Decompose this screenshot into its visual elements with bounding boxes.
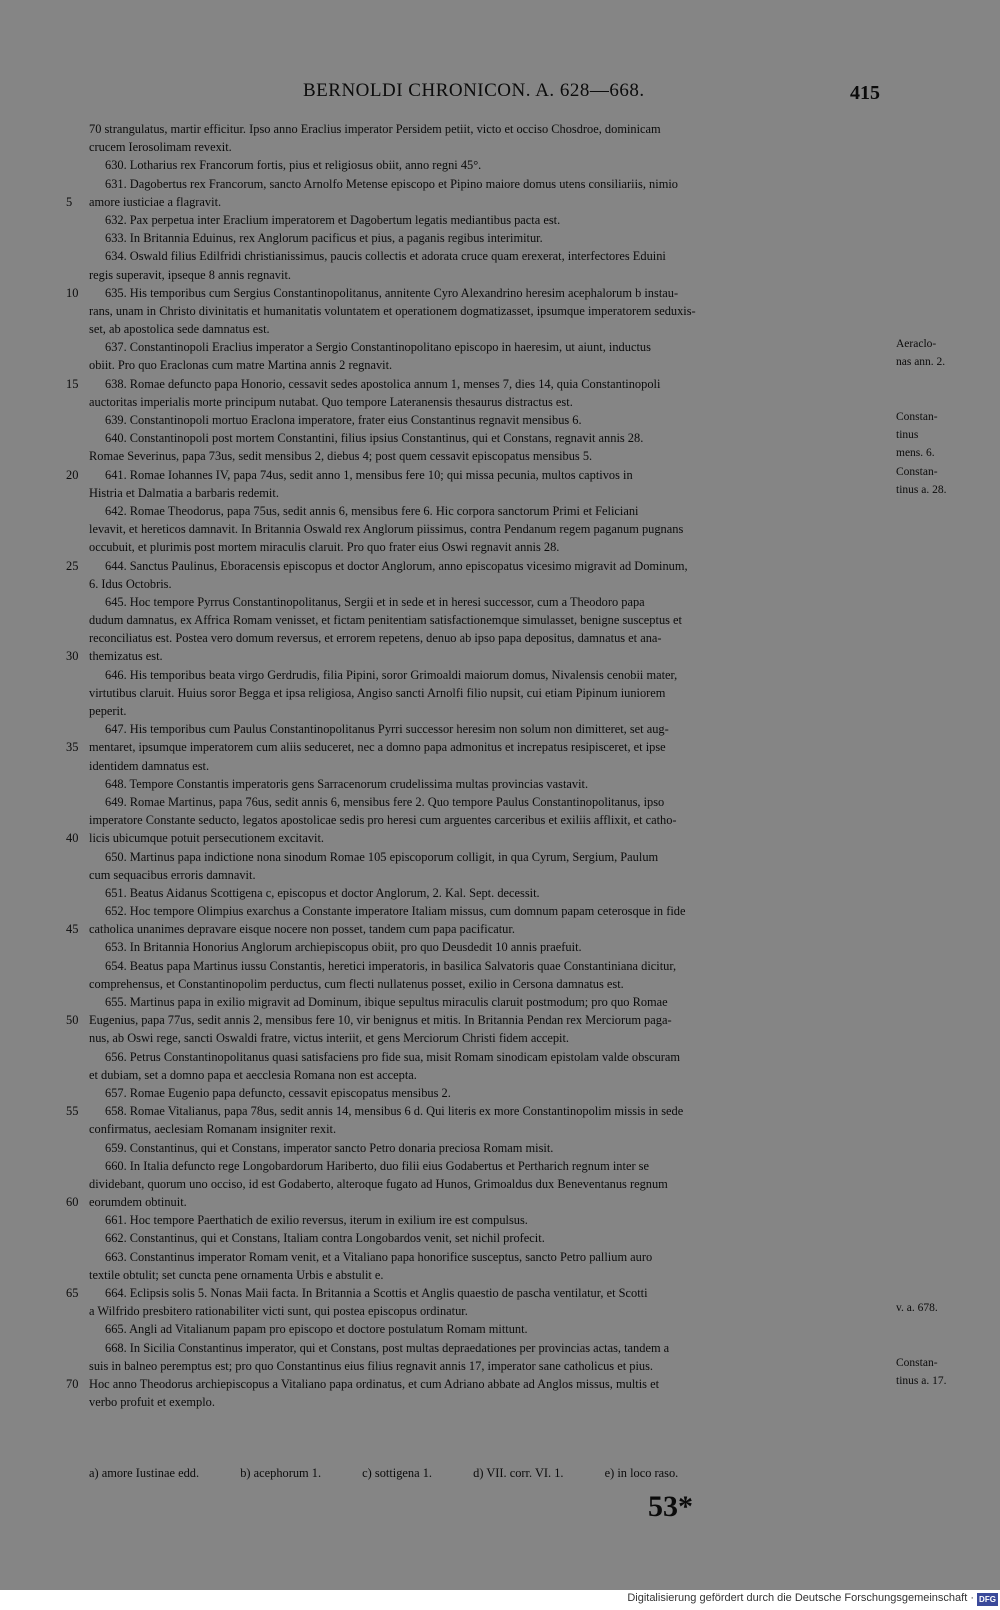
line-text: Histria et Dalmatia a barbaris redemit. [89,485,279,500]
footnotes [89,1466,889,1481]
line-text: a Wilfrido presbitero rationabiliter victi sunt, qui postea episcopus ordinatur. [89,1304,468,1319]
text-line [0,375,1000,393]
text-line [0,193,1000,211]
line-text: 630. Lotharius rex Francorum fortis, pius et religiosus obiit, anno regni 45°. [105,158,482,173]
text-line [0,629,1000,647]
line-text: 664. Eclipsis solis 5. Nonas Maii facta. In Britannia a Scottis et Anglis quaestio de pascha ventilatur, et Scotti [105,1286,648,1300]
line-text: 652. Hoc tempore Olimpius exarchus a Constante imperatore Italiam missus, cum domnum papam ceterosque in fide [105,904,686,919]
line-text: 663. Constantinus imperator Romam venit, et a Vitaliano papa honorifice susceptus, sancto Petro pallium auro [105,1249,653,1264]
line-text: Hoc anno Theodorus archiepiscopus a Vitaliano papa ordinatus, et cum Adriano abbate ad Anglos missus, multis et [89,1376,660,1391]
line-number: 5 [66,194,73,209]
text-line [0,575,1000,593]
text-line [0,957,1000,975]
line-text: set, ab apostolica sede damnatus est. [89,322,270,337]
line-text: 637. Constantinopoli Eraclius imperator a Sergio Constantinopolitano episcopo in haeresim, ut aiunt, inductus [105,340,651,355]
text-line [0,302,1000,320]
margin-note: nas ann. 2. [896,356,946,369]
line-text: 668. In Sicilia Constantinus imperator, qui et Constans, post multas depraedationes per provincias actas, tandem a [105,1340,670,1355]
text-line [0,1175,1000,1193]
line-text: 640. Constantinopoli post mortem Constantini, filius ipsius Constantinus, qui et Constans, regnavit annis 28. [105,431,644,446]
footnote: e) in loco raso. [604,1466,679,1480]
text-line [0,466,1000,484]
text-line [0,229,1000,247]
text-line [0,120,1000,138]
line-text: 660. In Italia defuncto rege Longobardorum Hariberto, duo filii eius Godabertus et Pertharich regnum inter se [105,1158,649,1173]
text-line [0,1357,1000,1375]
line-text: cum sequacibus erroris damnavit. [89,867,256,882]
line-text: 638. Romae defuncto papa Honorio, cessavit sedes apostolica annum 1, menses 7, dies 14, quia Constantinopoli [105,376,661,391]
line-text: 665. Angli ad Vitalianum papam pro episcopo et doctore postulatum Romam mittunt. [105,1322,528,1337]
text-line [0,1048,1000,1066]
line-text: 651. Beatus Aidanus Scottigena c, episcopus et doctor Anglorum, 2. Kal. Sept. decessit. [105,885,540,900]
line-text: comprehensus, et Constantinopolim perductus, cum flecti nullatenus posset, exilio in Cersona damnatus est. [89,976,624,991]
line-text: obiit. Pro quo Eraclonas cum matre Martina annis 2 regnavit. [89,358,393,373]
text-line [0,411,1000,429]
page-header [88,80,880,110]
digitization-credit: Digitalisierung gefördert durch die Deutsche Forschungsgemeinschaft · [627,1592,974,1604]
line-text: 656. Petrus Constantinopolitanus quasi satisfaciens pro fide sua, misit Romam sinodicam epistolam valde obscuram [105,1049,681,1064]
line-number: 25 [66,558,79,573]
line-text: 642. Romae Theodorus, papa 75us, sedit annis 6, mensibus fere 6. Hic corpora sanctorum Primi et Feliciani [105,503,639,518]
line-text: 659. Constantinus, qui et Constans, imperator sancto Petro donaria preciosa Romam misit. [105,1140,554,1155]
line-text: 645. Hoc tempore Pyrrus Constantinopolitanus, Sergii et in sede et in heresi successor, cum a Theodoro papa [105,594,645,609]
text-line [0,920,1000,938]
line-text: crucem Ierosolimam revexit. [89,140,232,155]
line-number: 15 [66,376,79,391]
line-text: themizatus est. [89,649,163,664]
text-line [0,484,1000,502]
line-text: nus, ab Oswi rege, sancti Oswaldi fratre, victus interiit, et gens Merciorum Christi fidem accepit. [89,1031,570,1046]
line-text: regis superavit, ipseque 8 annis regnavit. [89,267,291,282]
text-line [0,702,1000,720]
line-text: catholica unanimes depravare eisque nocere non posset, tandem cum papa pacificatur. [89,922,515,937]
text-line [0,1011,1000,1029]
text-line [0,338,1000,356]
line-text: 631. Dagobertus rex Francorum, sancto Arnolfo Metense episcopo et Pipino maiore domus utens consiliariis, nimio [105,176,678,191]
line-text: Eugenius, papa 77us, sedit annis 2, mensibus fere 10, vir benignus et mitis. In Britannia Pendan rex Merciorum paga- [89,1013,672,1028]
margin-note: Constan- [896,1356,938,1369]
line-text: 633. In Britannia Eduinus, rex Anglorum pacificus et pius, a paganis regibus interimitur. [105,231,543,246]
line-text: auctoritas imperialis morte principum nutabat. Quo tempore Lateranensis thesaurus distractus est. [89,394,573,409]
margin-note: tinus a. 17. [896,1374,947,1387]
text-line [0,393,1000,411]
text-line [0,848,1000,866]
running-title: BERNOLDI CHRONICON. A. 628—668. [303,80,645,101]
line-text: 648. Tempore Constantis imperatoris gens Sarracenorum crudelissima multas provincias vastavit. [105,776,589,791]
chronicle-text [0,120,1000,1411]
text-line [0,557,1000,575]
margin-note: Aeraclo- [896,338,937,351]
line-text: levavit, et hereticos damnavit. In Britannia Oswald rex Anglorum piissimus, contra Pendanum regem paganum pugnans [89,522,684,537]
line-text: 661. Hoc tempore Paerthatich de exilio reversus, iterum in exilium ire est compulsus. [105,1213,528,1228]
line-number: 30 [66,649,79,664]
line-number: 45 [66,922,79,937]
text-line [0,902,1000,920]
text-line [0,247,1000,265]
text-line [0,211,1000,229]
line-text: 653. In Britannia Honorius Anglorum archiepiscopus obiit, pro quo Deusdedit 10 annis praefuit. [105,940,582,955]
line-text: confirmatus, aeclesiam Romanam insigniter rexit. [89,1122,337,1137]
text-line [0,1248,1000,1266]
line-text: 635. His temporibus cum Sergius Constantinopolitanus, annitente Cyro Alexandrino heresim acephalorum b instau- [105,285,679,300]
text-line [0,1139,1000,1157]
line-text: suis in balneo peremptus est; pro quo Constantinus eius filius regnavit annis 17, imperator sane catholicus et pius. [89,1358,654,1373]
line-text: 655. Martinus papa in exilio migravit ad Dominum, ibique sepultus miraculis claruit postmodum; pro quo Romae [105,995,668,1009]
text-line [0,1302,1000,1320]
text-line [0,811,1000,829]
footnote: c) sottigena 1. [362,1466,433,1480]
line-text: licis ubicumque potuit persecutionem excitavit. [89,831,325,846]
text-line [0,1266,1000,1284]
line-text: Romae Severinus, papa 73us, sedit mensibus 2, diebus 4; post quem cessavit episcopatus mensibus 5. [89,449,593,464]
line-text: 70 strangulatus, martir efficitur. Ipso anno Eraclius imperator Persidem petiit, victo et occiso Chosdroe, dominicam [89,122,661,136]
line-text: verbo profuit et exemplo. [89,1395,215,1410]
text-line [0,884,1000,902]
line-text: textile obtulit; set cuncta pene ornamenta Urbis e abstulit e. [89,1267,384,1282]
text-line [0,356,1000,374]
text-line [0,1084,1000,1102]
margin-note: tinus [896,429,919,442]
line-text: identidem damnatus est. [89,758,210,773]
text-line [0,866,1000,884]
text-line [0,520,1000,538]
text-line [0,666,1000,684]
text-line [0,793,1000,811]
text-line [0,611,1000,629]
line-text: et dubiam, set a domno papa et aecclesia Romana non est accepta. [89,1067,417,1082]
text-line [0,1375,1000,1393]
text-line [0,738,1000,756]
footer-bar [0,1590,1000,1610]
footnote: b) acephorum 1. [240,1466,322,1480]
text-line [0,156,1000,174]
text-line [0,266,1000,284]
line-text: eorumdem obtinuit. [89,1195,187,1210]
line-text: 646. His temporibus beata virgo Gerdrudis, filia Pipini, soror Grimoaldi maiorum domus, Nivalensis cenobii mater, [105,667,678,682]
text-line [0,720,1000,738]
line-text: 662. Constantinus, qui et Constans, Italiam contra Longobardos venit, set nichil profecit. [105,1231,545,1246]
line-text: 639. Constantinopoli mortuo Eraclona imperatore, frater eius Constantinus regnavit mensibus 6. [105,413,582,427]
page-number: 415 [850,82,880,104]
text-line [0,1211,1000,1229]
text-line [0,284,1000,302]
line-text: dividebant, quorum uno occiso, id est Godaberto, alteroque fugato ad Hunos, Grimoaldus dux Beneventanus regnum [89,1176,668,1191]
margin-note: mens. 6. [896,447,935,460]
text-line [0,757,1000,775]
text-line [0,975,1000,993]
line-number: 50 [66,1013,79,1028]
line-text: 654. Beatus papa Martinus iussu Constantis, heretici imperatoris, in basilica Salvatoris quae Constantiniana dicitur, [105,958,677,973]
text-line [0,993,1000,1011]
line-text: amore iusticiae a flagravit. [89,194,222,209]
line-text: peperit. [89,704,127,718]
text-line [0,1066,1000,1084]
line-number: 40 [66,831,79,846]
line-text: 647. His temporibus cum Paulus Constantinopolitanus Pyrri successor heresim non solum non dimitteret, set aug- [105,722,669,737]
text-line [0,829,1000,847]
line-number: 35 [66,740,79,755]
text-line [0,1102,1000,1120]
margin-note: v. a. 678. [896,1302,938,1315]
line-number: 10 [66,285,79,300]
text-line [0,538,1000,556]
text-line [0,447,1000,465]
footnote: d) VII. corr. VI. 1. [473,1466,564,1480]
text-line [0,1120,1000,1138]
text-line [0,684,1000,702]
line-text: 632. Pax perpetua inter Eraclium imperatorem et Dagobertum legatis mediantibus pacta est. [105,212,561,227]
line-text: mentaret, ipsumque imperatorem cum aliis seduceret, nec a domno papa admonitus et increpatus resipisceret, et ipse [89,740,666,755]
text-line [0,775,1000,793]
margin-note: Constan- [896,465,938,478]
line-text: 649. Romae Martinus, papa 76us, sedit annis 6, mensibus fere 2. Quo tempore Paulus Constantinopolitanus, ipso [105,794,665,809]
margin-note: Constan- [896,411,938,423]
text-line [0,1284,1000,1302]
dfg-logo-icon: DFG [977,1593,998,1606]
text-line [0,320,1000,338]
margin-note: tinus a. 28. [896,483,947,496]
text-line [0,1320,1000,1338]
line-text: imperatore Constante seducto, legatos apostolicae sedis pro heresi cum arguentes carceribus et exiliis afflixit, et catho- [89,813,677,828]
line-text: 657. Romae Eugenio papa defuncto, cessavit episcopatus mensibus 2. [105,1085,451,1100]
line-text: 658. Romae Vitalianus, papa 78us, sedit annis 14, mensibus 6 d. Qui literis ex more Constantinopolim missis in sede [105,1104,684,1119]
text-line [0,1339,1000,1357]
text-line [0,1029,1000,1047]
text-line [0,593,1000,611]
text-line [0,1157,1000,1175]
line-number: 55 [66,1104,79,1119]
line-number: 65 [66,1286,79,1300]
line-text: rans, unam in Christo divinitatis et humanitatis voluntatem et operationem dogmatizasset, ipsumque imperatorem seduxis- [89,303,696,318]
line-text: 644. Sanctus Paulinus, Eboracensis episcopus et doctor Anglorum, anno episcopatus vicesimo migravit ad Dominum, [105,558,688,573]
text-line [0,1193,1000,1211]
text-line [0,502,1000,520]
text-line [0,1229,1000,1247]
text-line [0,938,1000,956]
line-number: 60 [66,1195,79,1210]
line-text: 650. Martinus papa indictione nona sinodum Romae 105 episcoporum colligit, in qua Cyrum, Sergium, Paulum [105,849,659,864]
line-text: 6. Idus Octobris. [89,576,172,591]
line-text: 641. Romae Iohannes IV, papa 74us, sedit anno 1, mensibus fere 10; qui missa pecunia, multos captivos in [105,467,633,482]
line-text: reconciliatus est. Postea vero domum reversus, et errorem repetens, denuo ab ipso papa depositus, damnatus et ana- [89,631,662,646]
text-line [0,429,1000,447]
text-line [0,1393,1000,1411]
sheet-signature: 53* [648,1490,693,1523]
line-text: occubuit, et plurimis post mortem miraculis claruit. Pro quo frater eius Oswi regnavit annis 28. [89,540,560,555]
text-line [0,175,1000,193]
line-number: 20 [66,467,79,482]
line-text: virtutibus claruit. Huius soror Begga et ipsa religiosa, Angiso sancti Arnolfi filio nupsit, cui etiam Pipinum iuniorem [89,685,666,700]
text-line [0,138,1000,156]
line-number: 70 [66,1376,79,1391]
footnote: a) amore Iustinae edd. [89,1466,200,1480]
text-line [0,647,1000,665]
line-text: dudum damnatus, ex Affrica Romam venisset, et fictam penitentiam satisfactionemque simulasset, benigne susceptus et [89,613,683,628]
line-text: 634. Oswald filius Edilfridi christianissimus, paucis collectis et adorata cruce quam erexerat, interfectores Eduini [105,249,666,264]
